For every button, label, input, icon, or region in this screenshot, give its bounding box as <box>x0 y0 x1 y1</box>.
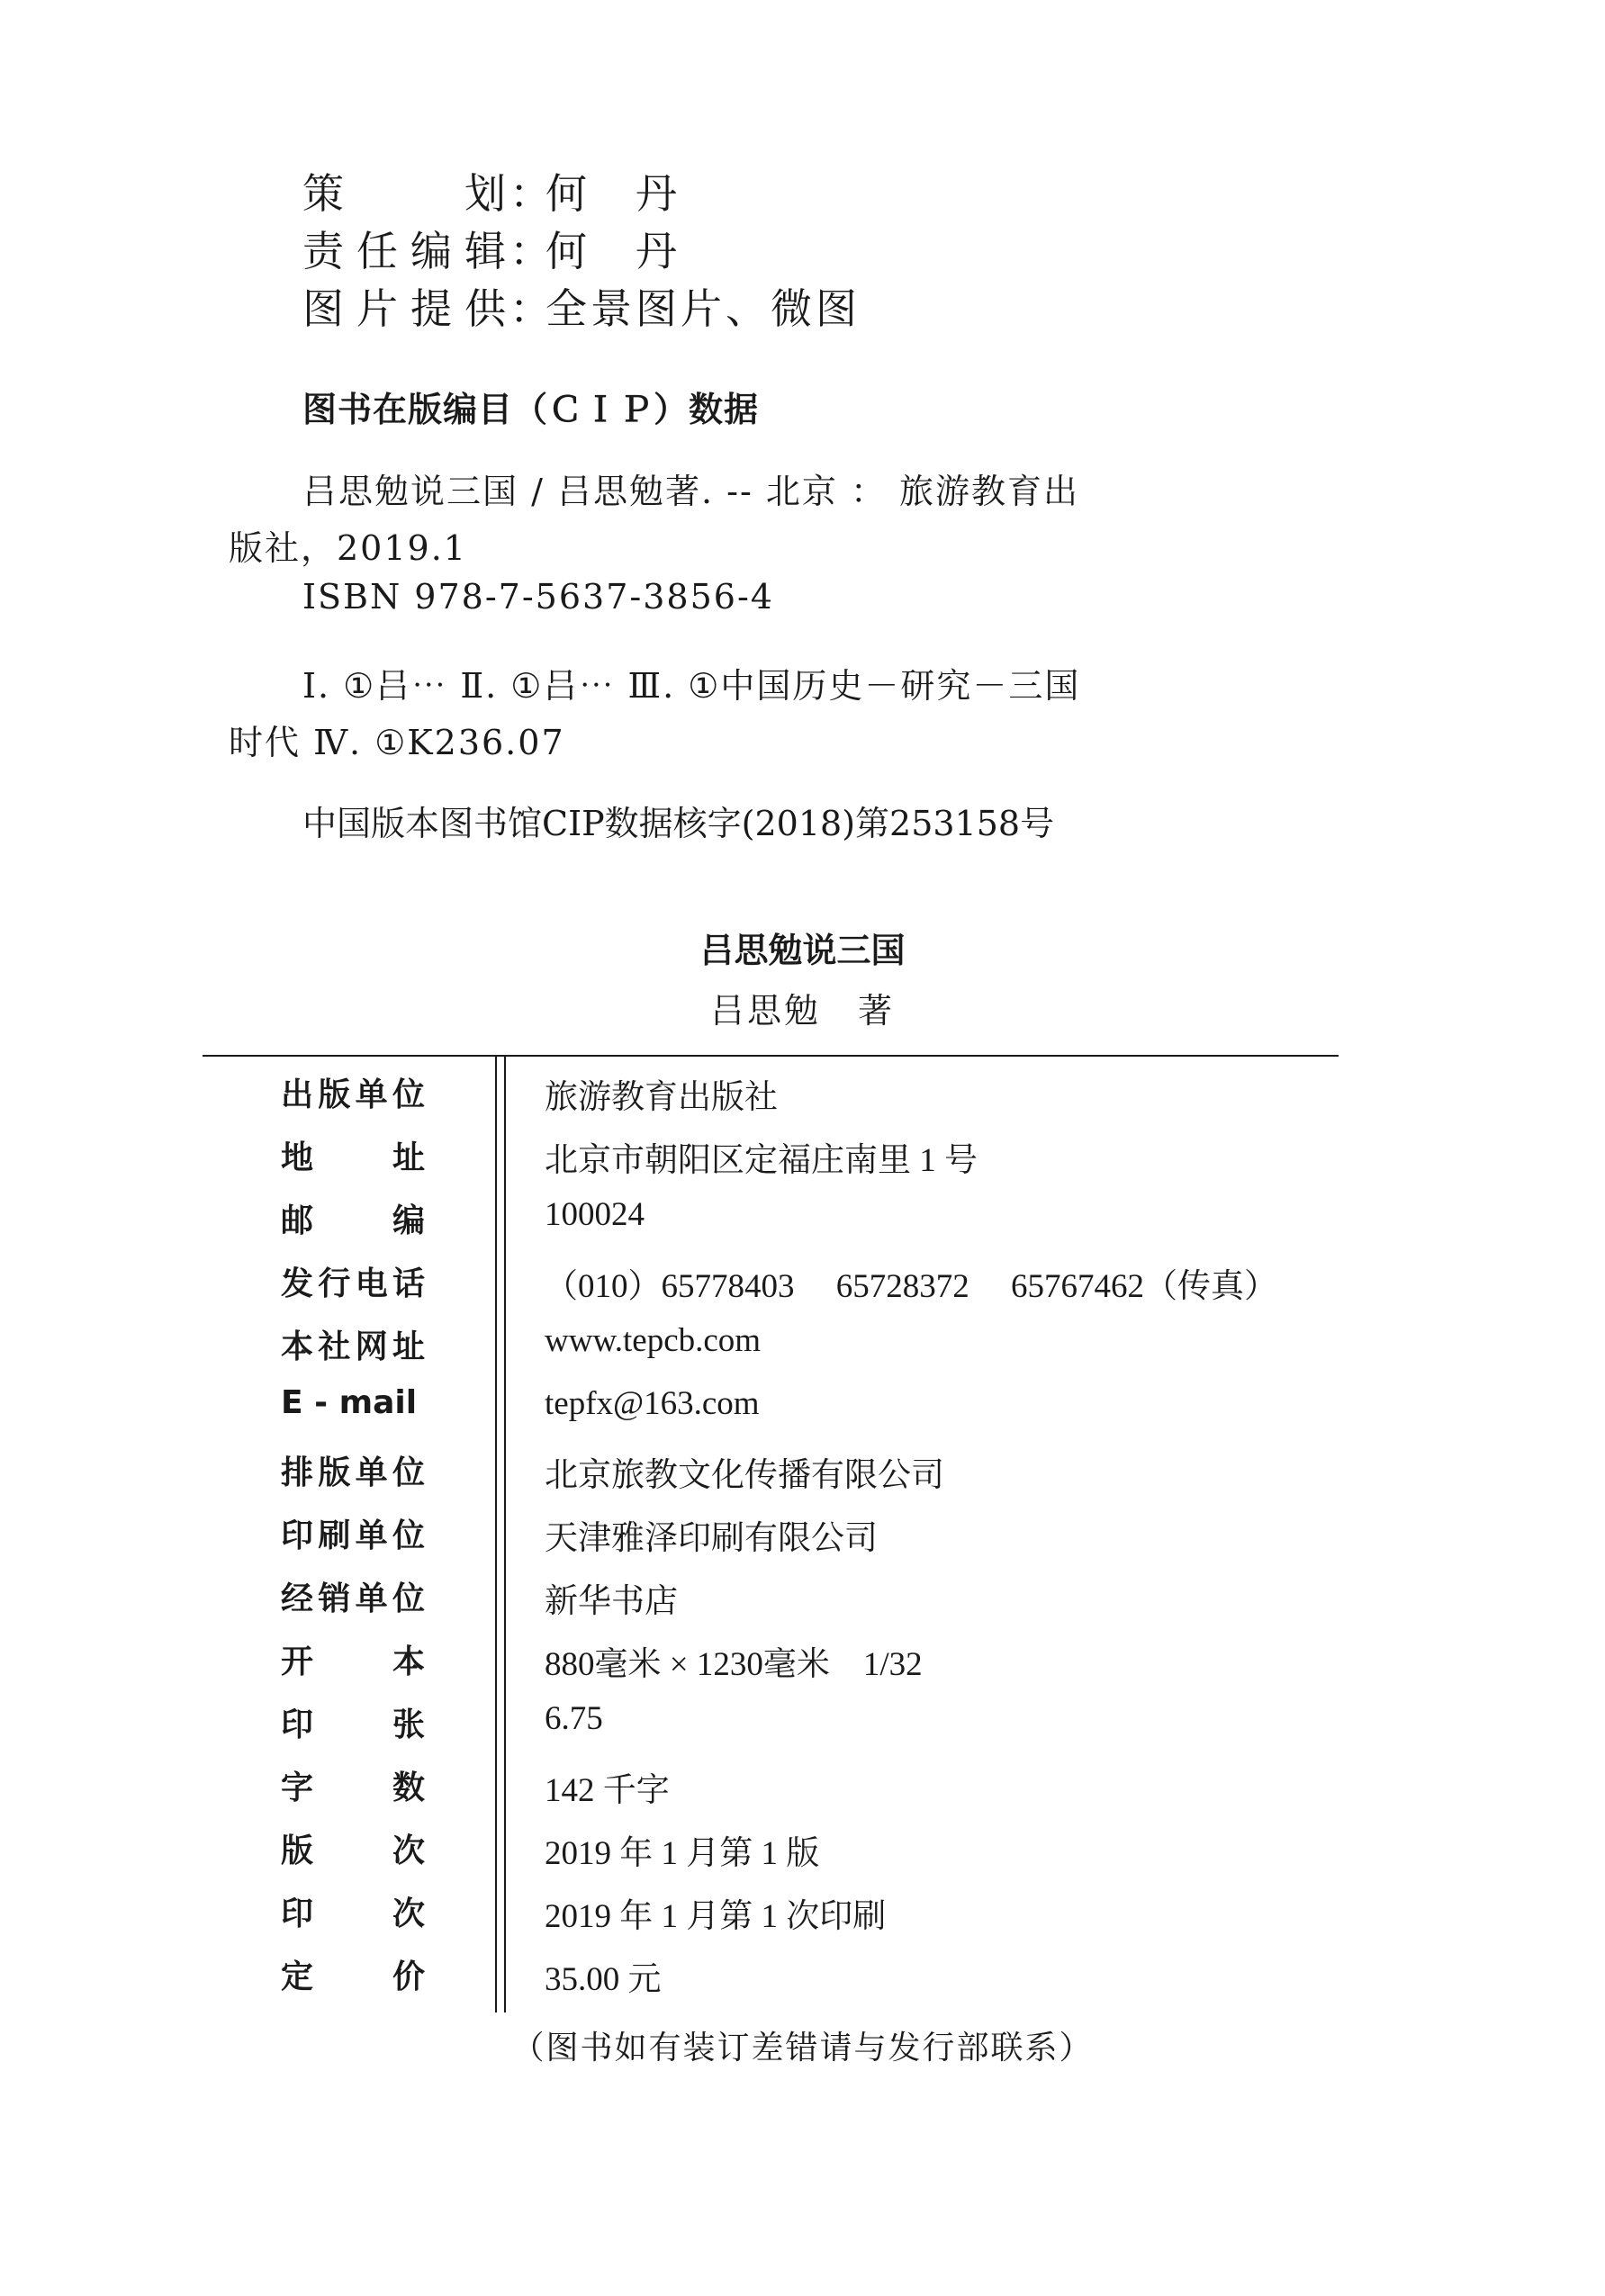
table-top-rule <box>203 1055 1339 1057</box>
cip-isbn: ISBN 978-7-5637-3856-4 <box>302 577 774 617</box>
table-row <box>0 1510 1605 1564</box>
credit-planner <box>302 169 681 218</box>
row-label: 印刷单位 <box>281 1517 425 1554</box>
row-label: 字 数 <box>281 1769 425 1806</box>
row-label: 版 次 <box>281 1832 425 1869</box>
table-row <box>0 1321 1605 1375</box>
book-author: 吕思勉 著 <box>709 991 895 1031</box>
binding-error-note: （图书如有装订差错请与发行部联系） <box>511 2030 1094 2066</box>
row-value: 100024 <box>545 1196 645 1233</box>
row-label: 地 址 <box>281 1139 425 1176</box>
row-label: 印 张 <box>281 1706 425 1743</box>
table-row <box>0 1888 1605 1942</box>
row-label: 发行电话 <box>281 1265 425 1302</box>
row-label: 邮 编 <box>281 1202 425 1239</box>
row-value: 880毫米 × 1230毫米 1/32 <box>545 1646 923 1683</box>
row-value: 旅游教育出版社 <box>545 1079 778 1116</box>
row-label: 定 价 <box>281 1958 425 1995</box>
row-value: 北京市朝阳区定福庄南里 1 号 <box>545 1142 978 1179</box>
row-value: 天津雅泽印刷有限公司 <box>545 1520 878 1557</box>
row-value: 新华书店 <box>545 1583 678 1620</box>
cip-class-line-1: Ⅰ. ①吕⋯ Ⅱ. ①吕⋯ Ⅲ. ①中国历史－研究－三国 <box>302 666 1081 706</box>
credit-label: 责任编辑 <box>302 227 509 275</box>
credit-editor <box>302 227 681 275</box>
row-label: 排版单位 <box>281 1454 425 1491</box>
row-value: 2019 年 1 月第 1 版 <box>545 1835 820 1872</box>
row-value: 6.75 <box>545 1700 603 1737</box>
row-label: 经销单位 <box>281 1580 425 1617</box>
row-value: www.tepcb.com <box>545 1322 762 1359</box>
row-label: 开 本 <box>281 1643 425 1680</box>
row-value: （010）65778403 65728372 65767462（传真） <box>545 1268 1277 1305</box>
row-value: tepfx@163.com <box>545 1385 760 1422</box>
table-row <box>0 1636 1605 1690</box>
table-row <box>0 1951 1605 2005</box>
cip-heading: 图书在版编目（ＣＩＰ）数据 <box>302 390 760 429</box>
row-label: 出版单位 <box>281 1076 425 1113</box>
table-row <box>0 1258 1605 1312</box>
cip-approval-number: 中国版本图书馆CIP数据核字(2018)第253158号 <box>302 804 1055 843</box>
table-row <box>0 1573 1605 1627</box>
book-title: 吕思勉说三国 <box>699 931 906 970</box>
credit-separator: ： <box>509 284 555 333</box>
cip-line-2: 版社，2019.1 <box>229 528 467 568</box>
row-label: E - mail <box>281 1384 418 1421</box>
row-value: 2019 年 1 月第 1 次印刷 <box>545 1898 887 1935</box>
credit-separator: ： <box>509 169 555 218</box>
table-row <box>0 1132 1605 1186</box>
row-label: 本社网址 <box>281 1328 425 1365</box>
cip-line-1: 吕思勉说三国 / 吕思勉著. -- 北京 ： 旅游教育出 <box>302 472 1080 511</box>
credit-label: 图片提供 <box>302 284 509 333</box>
table-row <box>0 1825 1605 1879</box>
credit-value: 何 丹 <box>546 227 681 275</box>
credit-separator: ： <box>509 227 555 275</box>
credit-images <box>302 284 861 333</box>
cip-class-line-2: 时代 Ⅳ. ①K236.07 <box>229 723 565 762</box>
row-label: 印 次 <box>281 1895 425 1932</box>
credit-value: 何 丹 <box>546 169 681 218</box>
credit-value: 全景图片、微图 <box>546 284 861 333</box>
table-row <box>0 1447 1605 1501</box>
row-value: 北京旅教文化传播有限公司 <box>545 1457 944 1494</box>
table-row <box>0 1069 1605 1123</box>
table-row <box>0 1699 1605 1753</box>
row-value: 142 千字 <box>545 1772 670 1809</box>
table-row <box>0 1384 1605 1438</box>
row-value: 35.00 元 <box>545 1961 662 1998</box>
table-row <box>0 1762 1605 1816</box>
table-row <box>0 1195 1605 1249</box>
credit-label: 策 划 <box>302 169 509 218</box>
